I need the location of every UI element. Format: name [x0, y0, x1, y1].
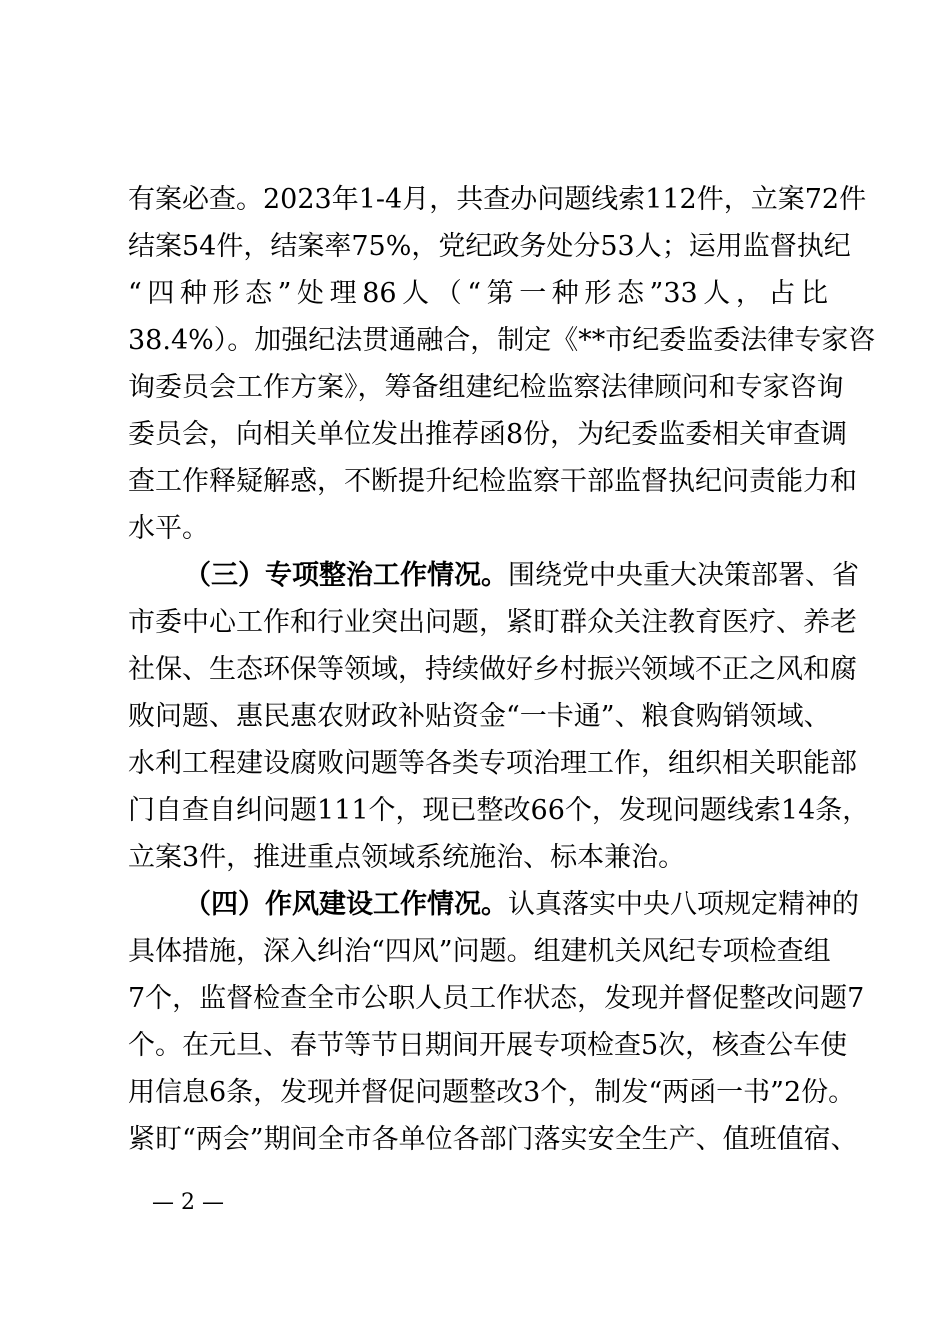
section-4-heading: （四）作风建设工作情况。 — [184, 889, 508, 920]
paragraph-line: 38.4%）。加强纪法贯通融合，制定《**市纪委监委法律专家咨 — [128, 325, 876, 356]
paragraph-line: 7个，监督检查全市公职人员工作状态，发现并督促整改问题7 — [128, 983, 865, 1014]
paragraph-line: 门自查自纠问题111个，现已整改66个，发现问题线索14条， — [128, 795, 870, 826]
paragraph-line: 水平。 — [128, 513, 209, 544]
section-3-heading: （三）专项整治工作情况。 — [184, 560, 508, 591]
paragraph-line: 立案3件，推进重点领域系统施治、标本兼治。 — [128, 842, 686, 873]
section-3-first-line — [184, 553, 859, 599]
paragraph-line: “四种形态”处理86人（“第一种形态”33人，占比 — [128, 278, 828, 309]
paragraph-line: 水利工程建设腐败问题等各类专项治理工作，组织相关职能部 — [128, 748, 857, 779]
section-4-first-line — [184, 882, 859, 928]
paragraph-line: 询委员会工作方案》，筹备组建纪检监察法律顾问和专家咨询 — [128, 372, 844, 403]
paragraph-line: 败问题、惠民惠农财政补贴资金“一卡通”、粮食购销领域、 — [128, 701, 831, 732]
paragraph-line: 紧盯“两会”期间全市各单位各部门落实安全生产、值班值宿、 — [128, 1124, 858, 1155]
paragraph-line: 社保、生态环保等领域，持续做好乡村振兴领域不正之风和腐 — [128, 654, 857, 685]
paragraph-line: 市委中心工作和行业突出问题，紧盯群众关注教育医疗、养老 — [128, 607, 857, 638]
section-3-text: 围绕党中央重大决策部署、省 — [508, 560, 859, 591]
paragraph-line: 委员会，向相关单位发出推荐函8份，为纪委监委相关审查调 — [128, 419, 848, 450]
paragraph-line: 结案54件，结案率75%，党纪政务处分53人；运用监督执纪 — [128, 231, 851, 262]
section-4-text: 认真落实中央八项规定精神的 — [508, 889, 859, 920]
paragraph-line: 有案必查。2023年1-4月，共查办问题线索112件，立案72件 — [128, 184, 867, 215]
paragraph-line: 具体措施，深入纠治“四风”问题。组建机关风纪专项检查组 — [128, 936, 831, 967]
page-number: — 2 — — [152, 1190, 224, 1215]
paragraph-line: 查工作释疑解惑，不断提升纪检监察干部监督执纪问责能力和 — [128, 466, 857, 497]
paragraph-line: 个。在元旦、春节等节日期间开展专项检查5次，核查公车使 — [128, 1030, 848, 1061]
paragraph-line: 用信息6条，发现并督促问题整改3个，制发“两函一书”2份。 — [128, 1077, 856, 1108]
